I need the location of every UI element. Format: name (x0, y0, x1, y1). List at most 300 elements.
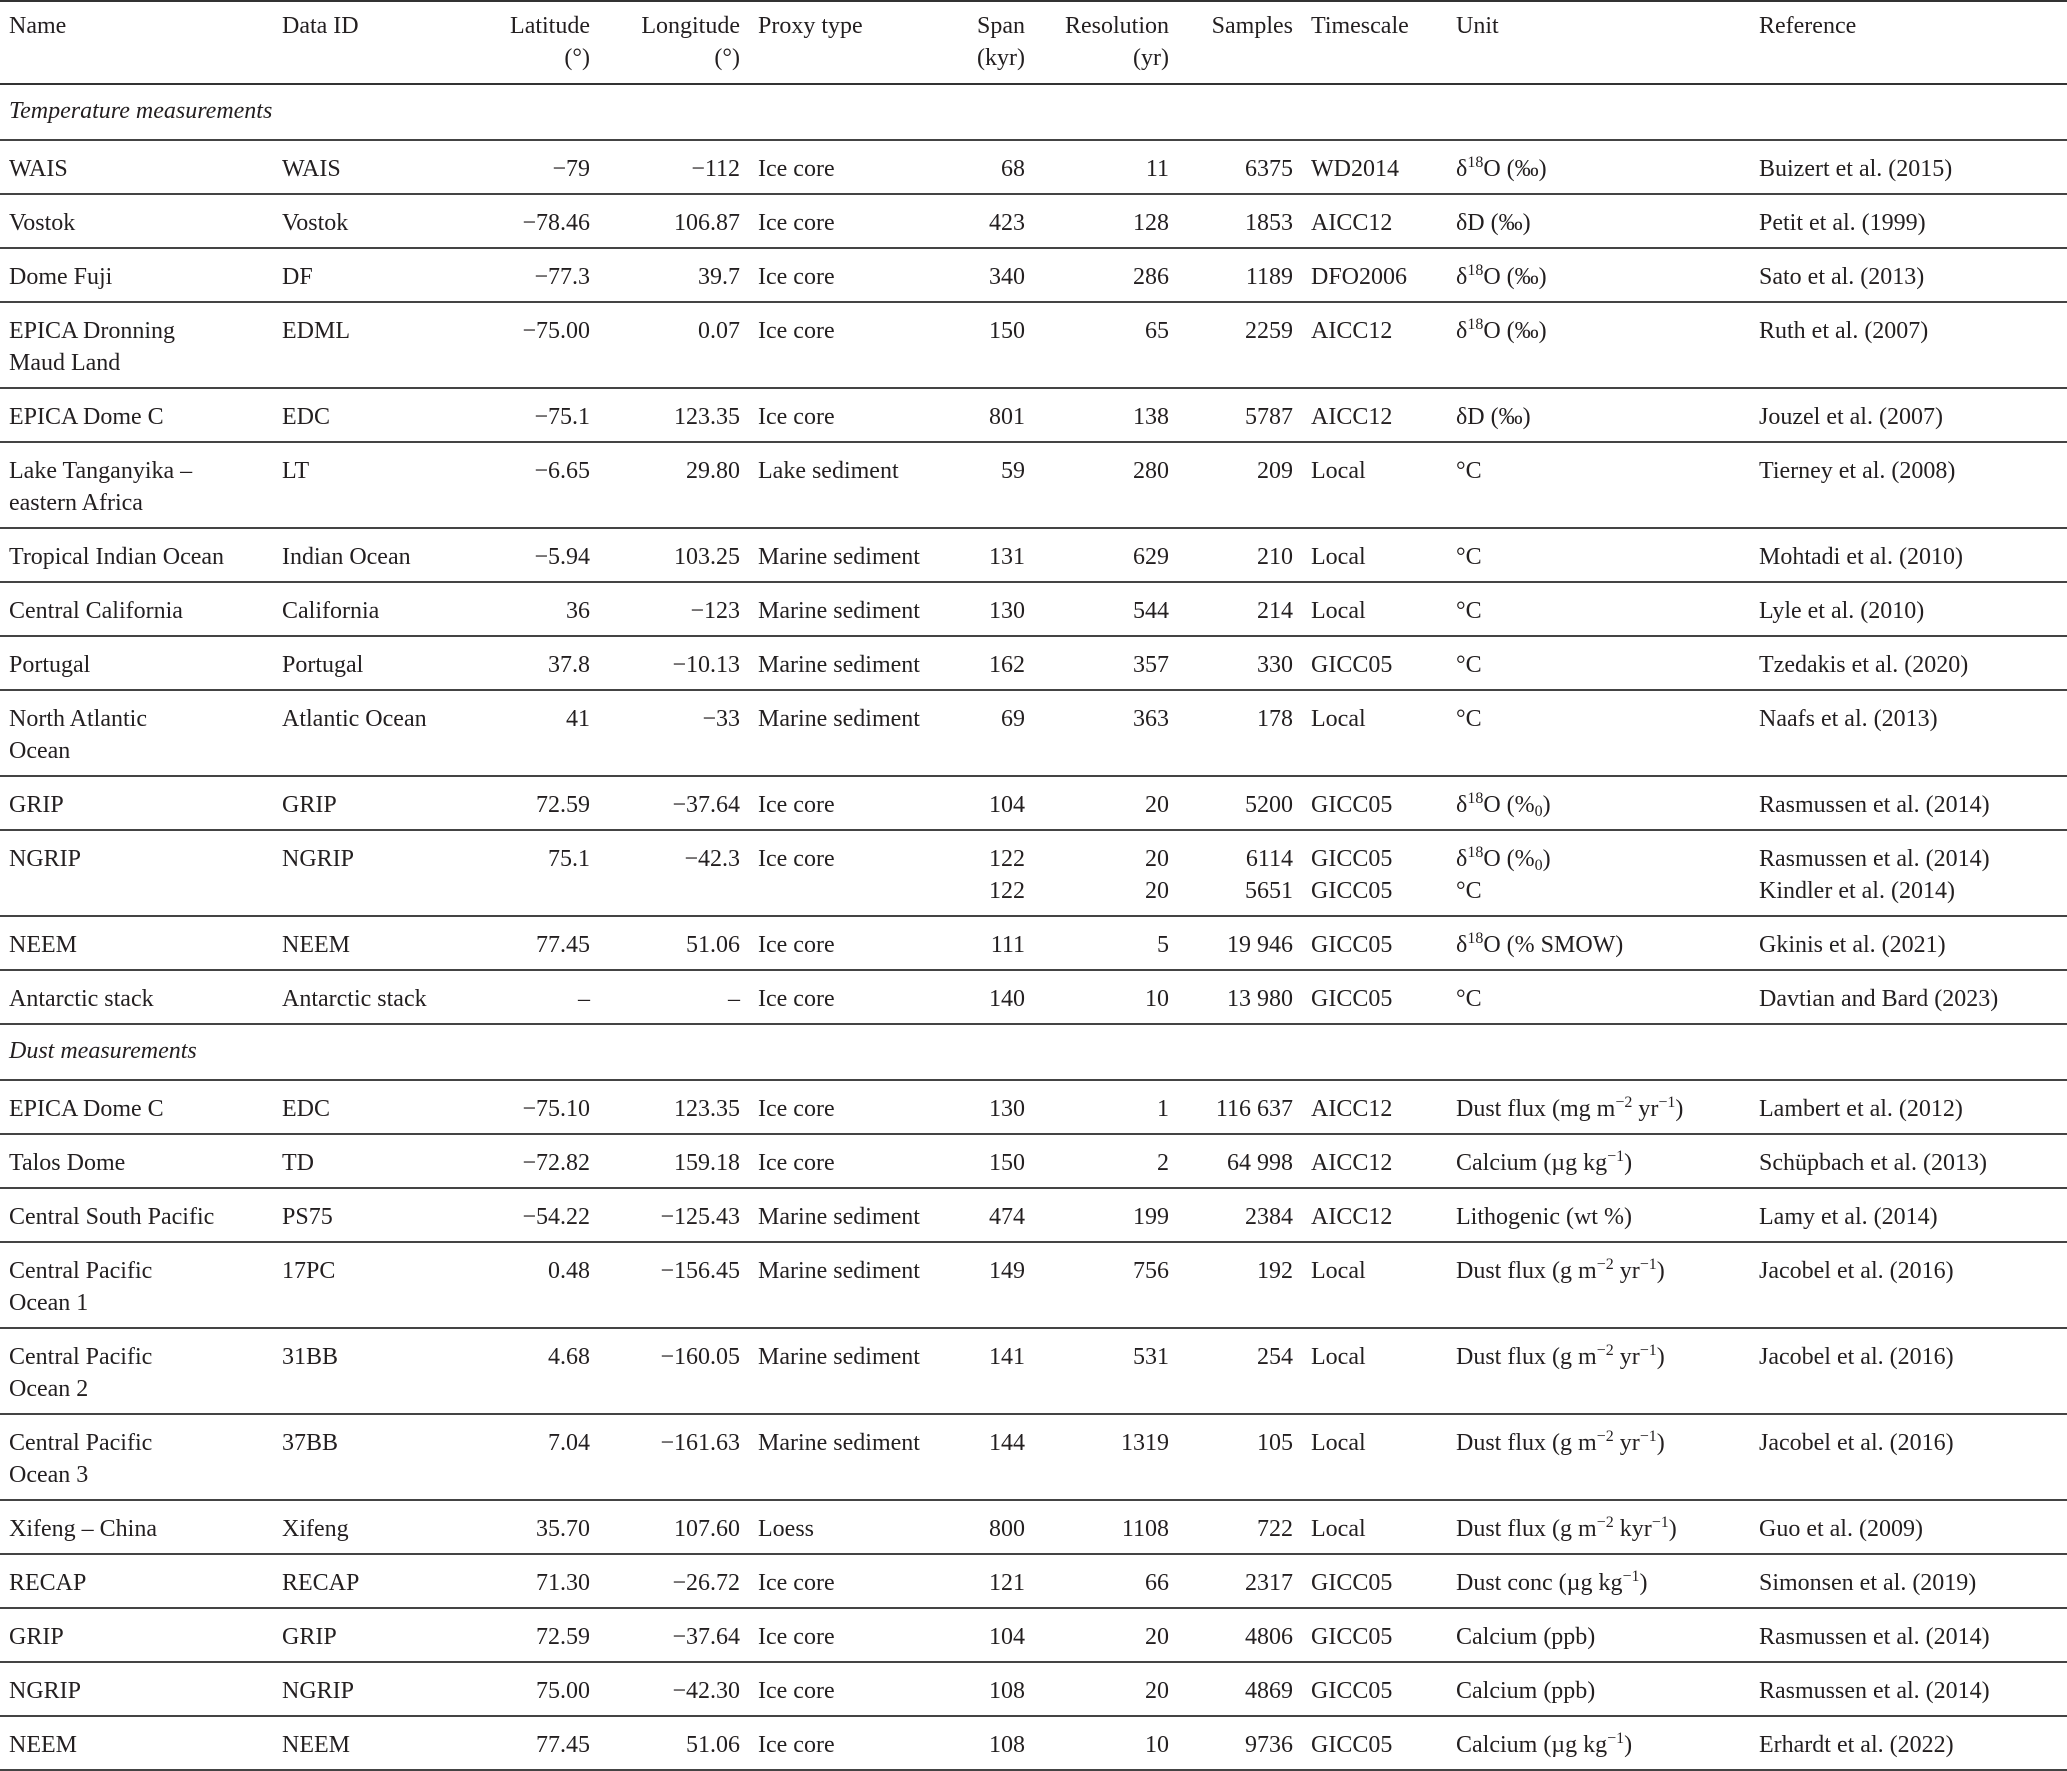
cell-line: 68 (1001, 156, 1025, 182)
cell-ref (1750, 528, 2067, 582)
cell-timescale (1302, 1134, 1447, 1188)
cell-line: 5787 (1245, 404, 1293, 430)
cell-lat: 36 (566, 598, 590, 624)
cell-samples (1178, 1188, 1302, 1242)
cell-line: 20 (1145, 878, 1169, 904)
cell-span (959, 442, 1034, 528)
cell-line: °C (1456, 986, 1482, 1012)
cell-id: WAIS (282, 156, 341, 182)
cell-span (959, 916, 1034, 970)
cell-samples (1178, 916, 1302, 970)
cell-line: 11 (1145, 156, 1169, 182)
column-header-span (959, 1, 1034, 84)
cell-res (1034, 194, 1178, 248)
cell-line: δD (‰) (1456, 210, 1531, 236)
cell-samples (1178, 302, 1302, 388)
cell-proxy: Ice core (758, 404, 835, 430)
cell-proxy: Marine sediment (758, 706, 920, 732)
cell-line: °C (1456, 598, 1482, 624)
cell-ref (1750, 388, 2067, 442)
table-row (0, 970, 2067, 1024)
cell-line: Local (1311, 1344, 1366, 1370)
cell-timescale (1302, 248, 1447, 302)
cell-line: Local (1311, 544, 1366, 570)
cell-lat: 37.8 (548, 652, 590, 678)
cell-line: Lambert et al. (2012) (1759, 1096, 1963, 1122)
cell-line: 2259 (1245, 318, 1293, 344)
cell-lon: −156.45 (660, 1258, 740, 1284)
cell-line: 162 (989, 652, 1025, 678)
table-row (0, 830, 2067, 916)
cell-line: Rasmussen et al. (2014) (1759, 1678, 1990, 1704)
cell-res (1034, 1608, 1178, 1662)
cell-samples (1178, 1500, 1302, 1554)
cell-name (0, 1662, 273, 1716)
cell-ref (1750, 302, 2067, 388)
cell-line: Ocean (9, 738, 71, 764)
cell-unit (1447, 636, 1750, 690)
cell-lon: −125.43 (660, 1204, 740, 1230)
cell-samples (1178, 636, 1302, 690)
cell-proxy: Ice core (758, 210, 835, 236)
cell-line: Rasmussen et al. (2014) (1759, 846, 1990, 872)
cell-proxy: Marine sediment (758, 1204, 920, 1230)
cell-line: 66 (1145, 1570, 1169, 1596)
column-header-label: Samples (1211, 13, 1293, 39)
cell-line: 141 (989, 1344, 1025, 1370)
section-header-row (0, 84, 2067, 140)
cell-line: 20 (1145, 1624, 1169, 1650)
column-header-label: Latitude (510, 13, 590, 39)
cell-lon: 107.60 (674, 1516, 740, 1542)
cell-line: Dust conc (µg $kg^{-1}$) (1456, 1568, 1648, 1596)
table-row (0, 1242, 2067, 1328)
cell-name (0, 140, 273, 194)
cell-line: Xifeng – China (9, 1516, 157, 1542)
cell-span (959, 636, 1034, 690)
cell-name (0, 1608, 273, 1662)
table-row (0, 1716, 2067, 1770)
cell-res (1034, 830, 1178, 916)
cell-span (959, 388, 1034, 442)
cell-line: Jacobel et al. (2016) (1759, 1430, 1954, 1456)
table-row (0, 1328, 2067, 1414)
column-header-label: Name (9, 13, 67, 39)
cell-proxy: Marine sediment (758, 598, 920, 624)
cell-line: NGRIP (9, 846, 82, 872)
cell-proxy: Lake sediment (758, 458, 899, 484)
cell-unit (1447, 1716, 1750, 1770)
cell-proxy: Marine sediment (758, 1344, 920, 1370)
column-header-label: Timescale (1311, 13, 1409, 39)
cell-line: RECAP (9, 1570, 87, 1596)
cell-line: 6114 (1245, 846, 1293, 872)
cell-line: Central Pacific (9, 1258, 153, 1284)
cell-proxy: Ice core (758, 792, 835, 818)
cell-line: Central California (9, 598, 183, 624)
cell-line: Schüpbach et al. (2013) (1759, 1150, 1987, 1176)
cell-line: Local (1311, 458, 1366, 484)
cell-line: °C (1456, 878, 1482, 904)
column-header-name (0, 1, 273, 84)
cell-lat: – (578, 986, 590, 1012)
cell-ref (1750, 1414, 2067, 1500)
cell-span (959, 582, 1034, 636)
cell-lat: −77.3 (534, 264, 590, 290)
cell-res (1034, 1716, 1178, 1770)
table-row (0, 1134, 2067, 1188)
cell-lat: 71.30 (536, 1570, 590, 1596)
cell-lon: 39.7 (698, 264, 740, 290)
cell-res (1034, 528, 1178, 582)
cell-line: Vostok (9, 210, 76, 236)
cell-unit (1447, 916, 1750, 970)
cell-span (959, 830, 1034, 916)
cell-unit (1447, 1662, 1750, 1716)
cell-line: δD (‰) (1456, 404, 1531, 430)
cell-line: 722 (1257, 1516, 1293, 1542)
cell-name (0, 194, 273, 248)
cell-res (1034, 302, 1178, 388)
cell-name (0, 776, 273, 830)
cell-res (1034, 1662, 1178, 1716)
cell-res (1034, 1554, 1178, 1608)
cell-name (0, 636, 273, 690)
cell-line: Petit et al. (1999) (1759, 210, 1926, 236)
cell-ref (1750, 830, 2067, 916)
cell-line: 5200 (1245, 792, 1293, 818)
cell-line: Rasmussen et al. (2014) (1759, 1624, 1990, 1650)
cell-lon: −37.64 (672, 1624, 740, 1650)
cell-line: Jacobel et al. (2016) (1759, 1258, 1954, 1284)
cell-lon: 51.06 (686, 932, 740, 958)
cell-line: Ocean 2 (9, 1376, 89, 1402)
cell-name (0, 1500, 273, 1554)
cell-unit (1447, 302, 1750, 388)
cell-line: Local (1311, 1516, 1366, 1542)
cell-line: GICC05 (1311, 846, 1393, 872)
cell-res (1034, 1500, 1178, 1554)
cell-samples (1178, 442, 1302, 528)
cell-line: 544 (1133, 598, 1169, 624)
cell-line: 121 (989, 1570, 1025, 1596)
cell-res (1034, 776, 1178, 830)
cell-proxy: Ice core (758, 932, 835, 958)
cell-samples (1178, 1662, 1302, 1716)
table-row (0, 528, 2067, 582)
cell-line: 150 (989, 318, 1025, 344)
cell-line: GICC05 (1311, 1570, 1393, 1596)
cell-samples (1178, 388, 1302, 442)
table-row (0, 248, 2067, 302)
cell-line: Lyle et al. (2010) (1759, 598, 1925, 624)
cell-line: Lake Tanganyika – (9, 458, 193, 484)
cell-proxy: Ice core (758, 156, 835, 182)
cell-lat: 77.45 (536, 1732, 590, 1758)
cell-ref (1750, 1716, 2067, 1770)
cell-lat: −54.22 (522, 1204, 590, 1230)
cell-line: NEEM (9, 1732, 77, 1758)
cell-ref (1750, 248, 2067, 302)
cell-res (1034, 1242, 1178, 1328)
cell-line: 130 (989, 1096, 1025, 1122)
cell-name (0, 302, 273, 388)
cell-unit (1447, 1500, 1750, 1554)
cell-line: WD2014 (1311, 156, 1399, 182)
cell-span (959, 302, 1034, 388)
cell-line: GICC05 (1311, 1624, 1393, 1650)
cell-ref (1750, 1328, 2067, 1414)
cell-line: 140 (989, 986, 1025, 1012)
cell-proxy: Ice core (758, 1096, 835, 1122)
cell-span (959, 194, 1034, 248)
table-row (0, 302, 2067, 388)
cell-line: Tierney et al. (2008) (1759, 458, 1956, 484)
cell-line: NEEM (9, 932, 77, 958)
cell-lon: – (728, 986, 740, 1012)
cell-samples (1178, 830, 1302, 916)
cell-id: EDC (282, 1096, 330, 1122)
cell-unit (1447, 970, 1750, 1024)
section-title: Dust measurements (9, 1038, 197, 1064)
cell-name (0, 388, 273, 442)
cell-line: °C (1456, 458, 1482, 484)
cell-line: 9736 (1245, 1732, 1293, 1758)
cell-timescale (1302, 582, 1447, 636)
cell-lon: −160.05 (660, 1344, 740, 1370)
cell-res (1034, 140, 1178, 194)
cell-samples (1178, 1608, 1302, 1662)
cell-line: 10 (1145, 1732, 1169, 1758)
cell-line: Dust flux (mg $m^{-2}$ $yr^{-1}$) (1456, 1094, 1684, 1122)
cell-line: 105 (1257, 1430, 1293, 1456)
cell-id: California (282, 598, 380, 624)
cell-unit (1447, 830, 1750, 916)
cell-samples (1178, 970, 1302, 1024)
cell-lat: −6.65 (534, 458, 590, 484)
cell-line: Tzedakis et al. (2020) (1759, 652, 1969, 678)
cell-line: 2317 (1245, 1570, 1293, 1596)
cell-line: $\delta^{18}O$ (‰) (1456, 262, 1547, 290)
cell-lon: −37.64 (672, 792, 740, 818)
cell-id: 37BB (282, 1430, 339, 1456)
cell-samples (1178, 1134, 1302, 1188)
cell-lat: −5.94 (534, 544, 590, 570)
cell-span (959, 248, 1034, 302)
cell-ref (1750, 194, 2067, 248)
cell-lat: −78.46 (522, 210, 590, 236)
cell-line: 104 (989, 1624, 1025, 1650)
cell-line: 144 (989, 1430, 1025, 1456)
cell-timescale (1302, 1608, 1447, 1662)
cell-line: Calcium (µg $kg^{-1}$) (1456, 1148, 1633, 1176)
cell-line: 330 (1257, 652, 1293, 678)
cell-unit (1447, 1554, 1750, 1608)
cell-line: Maud Land (9, 350, 121, 376)
cell-unit (1447, 1134, 1750, 1188)
cell-lat: 4.68 (548, 1344, 590, 1370)
column-header-id (273, 1, 470, 84)
cell-line: Dust flux (g $m^{-2}$ $yr^{-1}$) (1456, 1256, 1665, 1284)
cell-line: Local (1311, 598, 1366, 624)
table-row (0, 194, 2067, 248)
cell-timescale (1302, 1242, 1447, 1328)
cell-lon: −42.30 (672, 1678, 740, 1704)
cell-line: Erhardt et al. (2022) (1759, 1732, 1954, 1758)
cell-line: Gkinis et al. (2021) (1759, 932, 1946, 958)
cell-line: Dome Fuji (9, 264, 113, 290)
cell-line: 2384 (1245, 1204, 1293, 1230)
cell-line: 19 946 (1227, 932, 1293, 958)
cell-timescale (1302, 442, 1447, 528)
cell-name (0, 1414, 273, 1500)
cell-ref (1750, 690, 2067, 776)
cell-timescale (1302, 302, 1447, 388)
cell-ref (1750, 442, 2067, 528)
cell-line: 357 (1133, 652, 1169, 678)
cell-name (0, 830, 273, 916)
cell-line: WAIS (9, 156, 68, 182)
cell-line: GICC05 (1311, 652, 1393, 678)
cell-line: EPICA Dome C (9, 1096, 164, 1122)
cell-line: Dust flux (g $m^{-2}$ $yr^{-1}$) (1456, 1428, 1665, 1456)
column-header-res (1034, 1, 1178, 84)
cell-line: 111 (990, 932, 1025, 958)
cell-name (0, 1554, 273, 1608)
cell-line: 122 (989, 846, 1025, 872)
cell-unit (1447, 442, 1750, 528)
column-header-label: Span (977, 13, 1025, 39)
cell-samples (1178, 1242, 1302, 1328)
cell-line: Buizert et al. (2015) (1759, 156, 1953, 182)
cell-line: Central South Pacific (9, 1204, 215, 1230)
cell-line: AICC12 (1311, 1204, 1393, 1230)
cell-lat: 75.00 (536, 1678, 590, 1704)
cell-res (1034, 442, 1178, 528)
cell-id: GRIP (282, 1624, 337, 1650)
cell-line: GICC05 (1311, 932, 1393, 958)
cell-timescale (1302, 1414, 1447, 1500)
cell-ref (1750, 1554, 2067, 1608)
cell-line: GICC05 (1311, 792, 1393, 818)
column-header-label: Unit (1456, 13, 1499, 39)
cell-line: $\delta^{18}O$ (‰) (1456, 316, 1547, 344)
cell-lon: −33 (702, 706, 740, 732)
cell-line: 192 (1257, 1258, 1293, 1284)
table-row (0, 1662, 2067, 1716)
table-body (0, 84, 2067, 1770)
table-row (0, 1080, 2067, 1134)
cell-line: 209 (1257, 458, 1293, 484)
column-header-label: (kyr) (977, 45, 1025, 71)
cell-line: 149 (989, 1258, 1025, 1284)
cell-name (0, 970, 273, 1024)
cell-unit (1447, 194, 1750, 248)
cell-line: Central Pacific (9, 1344, 153, 1370)
cell-line: 104 (989, 792, 1025, 818)
cell-unit (1447, 1608, 1750, 1662)
cell-line: NGRIP (9, 1678, 82, 1704)
cell-line: 801 (989, 404, 1025, 430)
cell-span (959, 1716, 1034, 1770)
cell-line: 10 (1145, 986, 1169, 1012)
cell-span (959, 1242, 1034, 1328)
table-row (0, 776, 2067, 830)
cell-line: °C (1456, 706, 1482, 732)
cell-name (0, 1242, 273, 1328)
cell-id: EDC (282, 404, 330, 430)
cell-name (0, 1134, 273, 1188)
cell-ref (1750, 140, 2067, 194)
cell-unit (1447, 582, 1750, 636)
cell-samples (1178, 140, 1302, 194)
cell-line: 2 (1157, 1150, 1169, 1176)
cell-id: Antarctic stack (282, 986, 427, 1012)
cell-span (959, 1080, 1034, 1134)
table-row (0, 1500, 2067, 1554)
cell-span (959, 1328, 1034, 1414)
cell-res (1034, 1328, 1178, 1414)
cell-line: °C (1456, 652, 1482, 678)
cell-span (959, 528, 1034, 582)
cell-timescale (1302, 776, 1447, 830)
column-header-proxy (749, 1, 959, 84)
cell-proxy: Ice core (758, 1150, 835, 1176)
cell-timescale (1302, 194, 1447, 248)
cell-lat: −79 (552, 156, 590, 182)
cell-name (0, 442, 273, 528)
cell-name (0, 690, 273, 776)
cell-samples (1178, 776, 1302, 830)
table-header (0, 1, 2067, 84)
cell-line: GICC05 (1311, 878, 1393, 904)
cell-line: 59 (1001, 458, 1025, 484)
cell-proxy: Loess (758, 1516, 814, 1542)
cell-line: 178 (1257, 706, 1293, 732)
cell-line: Simonsen et al. (2019) (1759, 1570, 1977, 1596)
cell-line: 214 (1257, 598, 1293, 624)
cell-unit (1447, 1414, 1750, 1500)
cell-line: GICC05 (1311, 986, 1393, 1012)
cell-line: Ocean 3 (9, 1462, 89, 1488)
cell-line: 1108 (1121, 1516, 1169, 1542)
cell-line: 65 (1145, 318, 1169, 344)
cell-line: 1 (1157, 1096, 1169, 1122)
cell-proxy: Ice core (758, 1732, 835, 1758)
cell-line: AICC12 (1311, 1096, 1393, 1122)
cell-line: 20 (1145, 792, 1169, 818)
cell-span (959, 776, 1034, 830)
cell-proxy: Ice core (758, 264, 835, 290)
cell-ref (1750, 1080, 2067, 1134)
cell-ref (1750, 582, 2067, 636)
cell-id: 17PC (282, 1258, 336, 1284)
cell-unit (1447, 1328, 1750, 1414)
cell-samples (1178, 690, 1302, 776)
cell-ref (1750, 1188, 2067, 1242)
cell-line: Naafs et al. (2013) (1759, 706, 1938, 732)
cell-line: Tropical Indian Ocean (9, 544, 225, 570)
cell-name (0, 528, 273, 582)
cell-line: 131 (989, 544, 1025, 570)
cell-id: NEEM (282, 932, 350, 958)
cell-samples (1178, 1414, 1302, 1500)
cell-line: 800 (989, 1516, 1025, 1542)
cell-res (1034, 388, 1178, 442)
cell-ref (1750, 1500, 2067, 1554)
column-header-label: Data ID (282, 13, 359, 39)
cell-lat: −75.00 (522, 318, 590, 344)
